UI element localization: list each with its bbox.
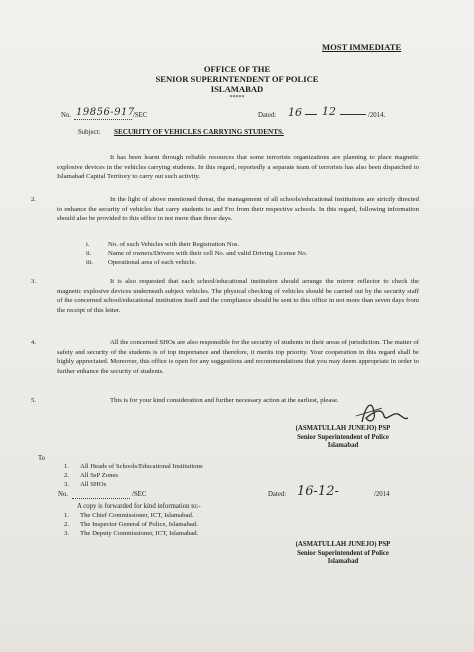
ref-no-handwritten: 19856-917 — [76, 107, 135, 118]
list-item: i. No. of such Vehicles with their Registration Nos. — [86, 241, 240, 248]
paragraph-2 — [31, 195, 419, 224]
to-label: To — [38, 455, 46, 462]
ref-no-suffix: /SEC — [133, 112, 148, 119]
copy-intro: A copy is forwarded for kind information to:- — [77, 503, 201, 510]
subject-text: SECURITY OF VEHICLES CARRYING STUDENTS. — [114, 128, 284, 136]
signature-scribble-1 — [352, 398, 410, 428]
signature-block-2 — [262, 541, 424, 567]
signatory-name: (ASMATULLAH JUNEJO) PSP — [295, 425, 391, 432]
paragraph-3-number: 3. — [31, 278, 37, 285]
ref-no-underline — [74, 119, 132, 120]
paragraph-1 — [57, 153, 419, 182]
list-item: 1. All Heads of Schools/Educational Institutions — [64, 463, 203, 470]
list-item: 1. The Chief Commissioner, ICT, Islamabad. — [64, 512, 194, 519]
ref-dated-month: 12 — [322, 105, 336, 118]
signatory-name: (ASMATULLAH JUNEJO) PSP — [295, 541, 391, 548]
subject-label: Subject: — [78, 129, 101, 136]
list-item: 3. The Deputy Commissioner, ICT, Islamabad. — [64, 529, 199, 537]
signature-block-1 — [262, 425, 424, 451]
signatory-city: Islamabad — [327, 558, 359, 566]
ref2-dated-handwritten: 16-12- — [297, 484, 339, 499]
ref-year: /2014. — [368, 112, 386, 119]
ref2-no-suffix: /SEC — [132, 491, 147, 498]
ref2-dated-label: Dated: — [268, 491, 287, 498]
info-list — [86, 241, 406, 267]
ref-dated-dash2 — [340, 114, 366, 115]
paragraph-5-text: This is for your kind consideration and further necessary action at the earliest, please. — [110, 397, 339, 404]
office-heading-line2: SENIOR SUPERINTENDENT OF POLICE — [155, 74, 319, 84]
list-item: 2. The Inspector General of Police, Islamabad. — [64, 520, 198, 528]
paragraph-1-text: It has been learnt through reliable resources that some terrorists organizations are planning to place magnetic explosive devices in the vehicles carrying students. In this regard, reportedly a separate team of terrorists has also been dispatched to Islamabad Capital Territory to carry out such activity. — [57, 154, 419, 180]
signatory-city: Islamabad — [327, 442, 359, 450]
paragraph-3-text: It is also requested that each school/educational institution should arrange the mirror reflector to check the magnetic explosive devices underneath subject vehicles. The physical checking of vehicles should be carried out by the security staff of the concerned school/educational institution itself and the compliance should be sent to this office in not more than seven days from the receipt of this letter. — [57, 278, 419, 314]
paragraph-3 — [31, 277, 419, 315]
list-item: 3. All SHOs — [64, 480, 107, 488]
heading-stars: ***** — [229, 95, 245, 101]
ref2-no-underline — [72, 498, 130, 499]
ref-dated-day: 16 — [288, 106, 302, 119]
signatory-title: Senior Superintendent of Police — [297, 433, 389, 441]
paragraph-5-number: 5. — [31, 397, 37, 404]
list-item: 2. All SsP Zones — [64, 471, 119, 479]
list-item: iii. Operational area of each vehicle. — [86, 258, 197, 266]
office-heading-line3: ISLAMABAD — [210, 84, 264, 94]
ref2-year: /2014 — [374, 491, 390, 498]
paragraph-4-number: 4. — [31, 339, 37, 346]
paragraph-2-number: 2. — [31, 196, 37, 203]
signatory-title: Senior Superintendent of Police — [297, 549, 389, 557]
paragraph-4-text: All the concerned SHOs are also responsible for the security of students in their areas of jurisdiction. The matter of safety and security of the students is of top importance and therefore, it merits top priority. Your cooperation in this regard shall be highly appreciated. Moreover, this office is open for any suggestions and recommendations that you may deem appropriate in order to further enhance the security of students. — [57, 339, 419, 375]
ref-dated-label: Dated: — [258, 112, 277, 119]
priority-mark: MOST IMMEDIATE — [322, 42, 402, 52]
paragraph-4 — [31, 338, 419, 376]
to-list — [64, 463, 284, 489]
ref2-no-label: No. — [58, 491, 69, 498]
list-item: ii. Name of owners/Drivers with their cell No. and valid Driving License No. — [86, 249, 308, 257]
paragraph-2-text: In the light of above mentioned threat, the management of all schools/educational institutions are strictly directed to enhance the security of vehicles that carry students to and Fro from their respective schools. In this regard, following information should also be provided to this office in not more than three days. — [57, 196, 419, 222]
office-heading-line1: OFFICE OF THE — [203, 64, 271, 74]
ref-dated-dash — [305, 114, 317, 115]
copy-list — [64, 512, 304, 538]
ref-no-label: No. — [61, 112, 72, 119]
